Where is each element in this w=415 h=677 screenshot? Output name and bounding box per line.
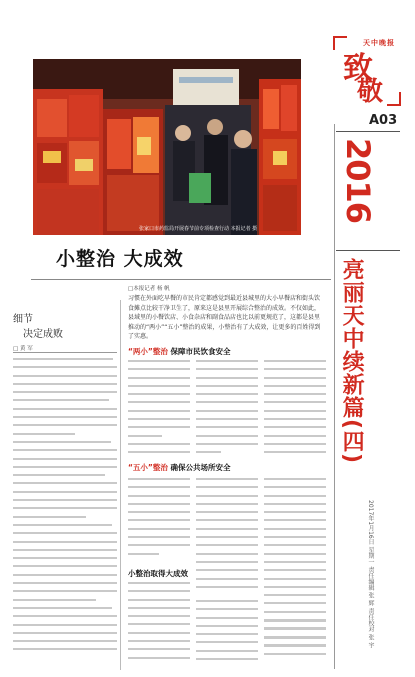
column-logo [333, 36, 401, 106]
section-title-1: 保障市民饮食安全 [170, 347, 231, 356]
byline: □本报记者 杨 帆 [128, 286, 170, 292]
section-title-2: 确保公共场所安全 [170, 463, 231, 472]
sidebar-title-line1: 细节 [13, 314, 33, 325]
news-photo [33, 59, 301, 235]
dateline: 2017年1月16日 星期一 责任编辑 张 辉 责任校对 张 宇 [367, 500, 374, 649]
headline: 小整治 大成效 [56, 248, 184, 270]
logo-char-1: 致 [343, 51, 373, 86]
photo-image [33, 59, 301, 235]
section-1-col-3 [264, 360, 326, 460]
section-marker-2: “五小”整治 [128, 463, 168, 472]
column-divider-left [120, 300, 121, 670]
column-divider-right [334, 124, 335, 669]
section-1-col-1 [128, 360, 190, 460]
sidebar-title [13, 312, 113, 342]
sidebar-body-text [13, 358, 117, 657]
lead-paragraph: 习惯在外面吃早餐的市民肯定都感觉到最近县城里的大小早餐店和街头饮食摊点比较干净卫生了，原来这是县里开展综合整治的成效。不仅如此，县域里的小餐饮店、小食杂店和副食品店也比以前更规范了，这都是县里推动的“两小”“五小”整治的成果，小整治有了大成效，让更多的百姓得到了实惠。 [128, 295, 321, 340]
section-marker-1: “两小”整治 [128, 347, 168, 356]
logo-corner-tl [333, 36, 347, 50]
section-3-col-3 [264, 620, 326, 661]
logo-char-2: 敬 [357, 77, 384, 107]
page-number: A03 [369, 113, 398, 128]
section-2-col-1 [128, 478, 190, 561]
headline-rule [31, 279, 331, 280]
section-2-col-2 [196, 478, 258, 594]
photo-credit: 张家口市药监局开展春节前专项检查行动 本报记者 摄 [139, 226, 258, 232]
series-rule [336, 250, 400, 251]
section-title-3: 小整治取得大成效 [128, 569, 188, 578]
section-3-col-2 [196, 600, 258, 666]
sidebar-author: □ 黄 军 [13, 346, 33, 352]
masthead-rule [336, 131, 400, 132]
brand-name: 天中晚报 [363, 39, 395, 47]
section-heading-3 [128, 568, 188, 579]
logo-corner-br [387, 92, 401, 106]
section-heading-1 [128, 346, 230, 357]
section-heading-2 [128, 462, 230, 473]
sidebar-title-line2: 决定成败 [23, 329, 63, 340]
section-3-col-1 [128, 582, 190, 665]
series-title: 亮丽天中续新篇(四) [339, 258, 365, 465]
sidebar-rule [13, 352, 117, 353]
year-title: 2016 [339, 138, 377, 224]
section-1-col-2 [196, 360, 258, 460]
